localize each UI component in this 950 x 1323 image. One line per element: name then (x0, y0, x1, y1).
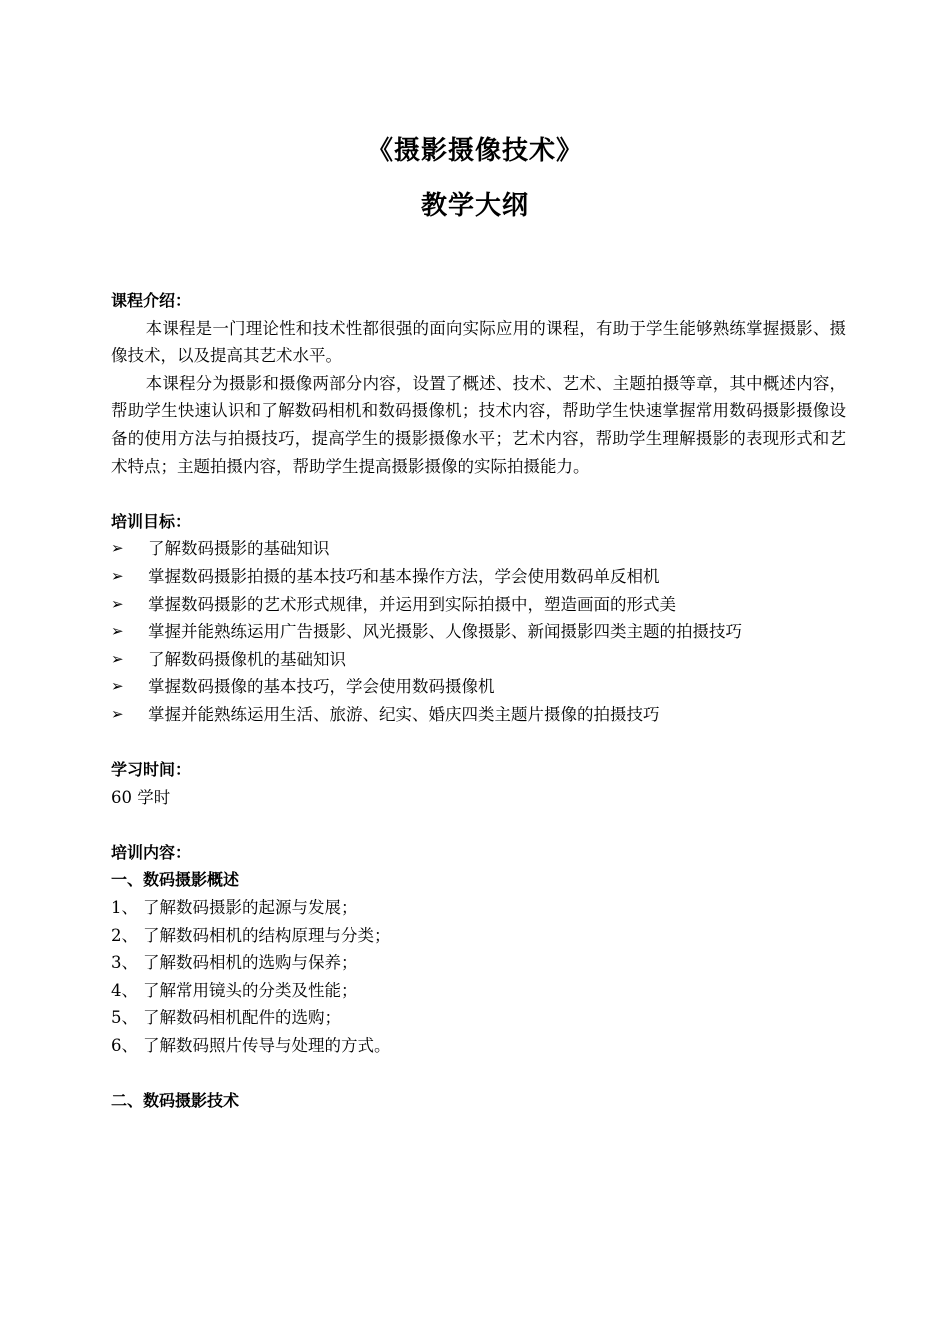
arrowhead-bullet-icon: ➢ (111, 566, 124, 585)
arrowhead-bullet-icon: ➢ (111, 594, 124, 613)
spacer (111, 480, 846, 508)
goal-text: 掌握并能熟练运用广告摄影、风光摄影、人像摄影、新闻摄影四类主题的拍摄技巧 (148, 622, 742, 642)
goal-item (111, 646, 846, 674)
goals-list (111, 535, 846, 728)
section-title: 二、数码摄影技术 (111, 1091, 240, 1111)
item-number: 4、 (111, 980, 138, 1000)
list-item (111, 977, 846, 1005)
list-item (111, 894, 846, 922)
arrowhead-bullet-icon: ➢ (111, 649, 124, 668)
content-heading: 培训内容： (111, 842, 192, 862)
item-number: 5、 (111, 1008, 138, 1028)
arrowhead-bullet-icon: ➢ (111, 622, 124, 641)
arrowhead-bullet-icon: ➢ (111, 704, 124, 723)
arrowhead-bullet-icon: ➢ (111, 539, 124, 558)
list-item (111, 922, 846, 950)
goal-text: 掌握数码摄影拍摄的基本技巧和基本操作方法，学会使用数码单反相机 (148, 566, 660, 586)
goal-text: 了解数码摄影的基础知识 (148, 539, 330, 559)
goal-item (111, 618, 846, 646)
spacer (111, 811, 846, 839)
hours-value: 60 学时 (111, 787, 171, 807)
goal-text: 掌握数码摄影的艺术形式规律，并运用到实际拍摄中，塑造画面的形式美 (148, 594, 676, 614)
document-body (111, 287, 846, 1115)
spacer (111, 729, 846, 757)
item-number: 1、 (111, 898, 138, 918)
intro-paragraph: 本课程是一门理论性和技术性都很强的面向实际应用的课程，有助于学生能够熟练掌握摄影、摄像技术，以及提高其艺术水平。 (111, 318, 846, 366)
goal-text: 掌握数码摄像的基本技巧，学会使用数码摄像机 (148, 677, 495, 697)
item-text: 了解数码相机的结构原理与分类； (143, 925, 391, 945)
document-subtitle: 教学大纲 (420, 191, 529, 221)
intro-heading: 课程介绍： (111, 291, 192, 310)
item-number: 6、 (111, 1036, 138, 1056)
spacer (111, 1060, 846, 1088)
item-text: 了解常用镜头的分类及性能； (143, 980, 358, 1000)
section-title: 一、数码摄影概述 (111, 870, 240, 890)
hours-heading: 学习时间： (111, 760, 192, 780)
goals-heading: 培训目标： (111, 511, 192, 531)
goal-item (111, 535, 846, 563)
goal-item (111, 563, 846, 591)
item-text: 了解数码摄影的起源与发展； (143, 898, 358, 918)
list-item (111, 1032, 846, 1060)
item-text: 了解数码相机的选购与保养； (143, 953, 358, 973)
list-item (111, 949, 846, 977)
list-item (111, 1004, 846, 1032)
intro-paragraph: 本课程分为摄影和摄像两部分内容，设置了概述、技术、艺术、主题拍摄等章，其中概述内容，帮助学生快速认识和了解数码相机和数码摄像机；技术内容，帮助学生快速掌握常用数码摄影摄像设备的使用方法与拍摄技巧，提高学生的摄影摄像水平；艺术内容，帮助学生理解摄影的表现形式和艺术特点；主题拍摄内容，帮助学生提高摄影摄像的实际拍摄能力。 (111, 373, 846, 476)
goal-item (111, 673, 846, 701)
goal-text: 了解数码摄像机的基础知识 (148, 649, 346, 669)
item-text: 了解数码相机配件的选购； (143, 1008, 341, 1028)
goal-text: 掌握并能熟练运用生活、旅游、纪实、婚庆四类主题片摄像的拍摄技巧 (148, 704, 660, 724)
item-text: 了解数码照片传导与处理的方式。 (143, 1036, 391, 1056)
goal-item (111, 701, 846, 729)
arrowhead-bullet-icon: ➢ (111, 677, 124, 696)
section1-list (111, 894, 846, 1060)
goal-item (111, 591, 846, 619)
document-title: 《摄影摄像技术》 (366, 136, 583, 166)
item-number: 3、 (111, 953, 138, 973)
item-number: 2、 (111, 925, 138, 945)
